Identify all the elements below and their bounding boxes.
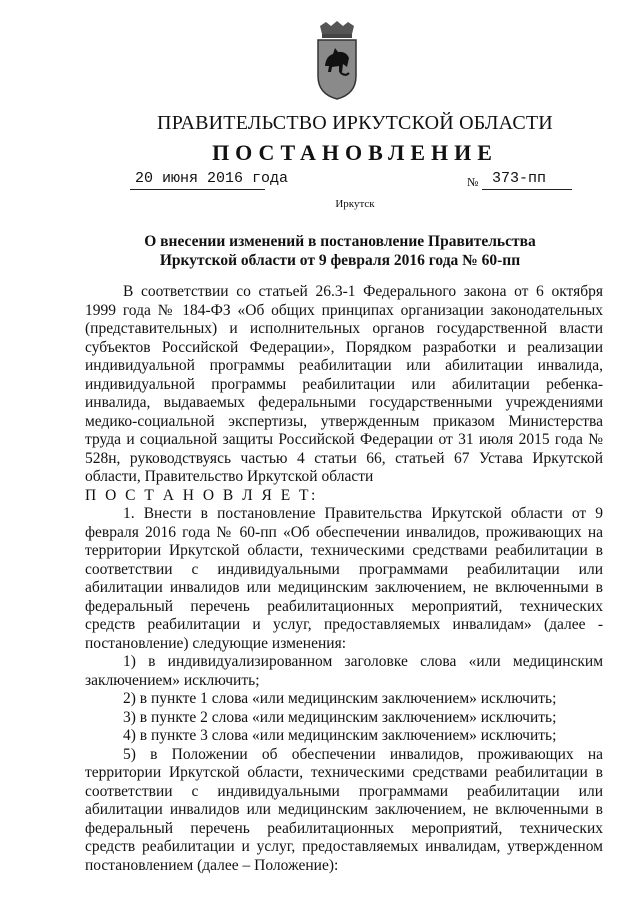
preamble-paragraph: В соответствии со статьей 26.3-1 Федерального закона от 6 октября 1999 года № 184-ФЗ «Об общих принципах организации законодательных (представительных) и исполнительных органов государственной власти субъектов Российской Федерации», Порядком разработки и реализации индивидуальной программы реабилитации или абилитации инвалида, индивидуальной программы реабилитации или абилитации ребенка-инвалида, выдаваемых федеральными государственными учреждениями медико-социальной экспертизы, утвержденным приказом Министерства труда и социальной защиты Российской Федерации от 31 июля 2015 года № 528н, руководствуясь частью 4 статьи 66, статьей 67 Устава Иркутской области, Правительство Иркутской области (85, 283, 603, 485)
government-name: ПРАВИТЕЛЬСТВО ИРКУТСКОЙ ОБЛАСТИ (157, 112, 553, 134)
document-type: ПОСТАНОВЛЕНИЕ (212, 140, 498, 165)
number-underline (482, 189, 572, 190)
item-1-paragraph: 1. Внести в постановление Правительства Иркутской области от 9 февраля 2016 года № 60-пп «Об обеспечении инвалидов, проживающих на территории Иркутской области, техническими средствами реабилитации в соответствии с индивидуальными программами реабилитации или абилитации инвалидов или медицинским заключением, не включенными в федеральный перечень реабилитационных мероприятий, технических средств реабилитации и услуг, предоставляемых инвалидам» (далее - постановление) следующие изменения: (85, 505, 603, 652)
document-body (85, 283, 603, 875)
irkutsk-coat-of-arms-icon (312, 20, 362, 100)
document-title (120, 232, 560, 270)
document-date: 20 июня 2016 года (135, 170, 289, 187)
date-underline (130, 189, 265, 190)
document-city: Иркутск (335, 198, 375, 210)
subitem-5: 5) в Положении об обеспечении инвалидов, проживающих на территории Иркутской области, техническими средствами реабилитации в соответствии с индивидуальными программами реабилитации или абилитации инвалидов или медицинским заключением, не включенными в федеральный перечень реабилитационных мероприятий, технических средств реабилитации и услуг, предоставляемых инвалидам, утвержденном постановлением (далее – Положение): (85, 745, 603, 874)
document-number: 373-пп (492, 170, 547, 187)
number-sign: № (467, 175, 479, 189)
title-line-2: Иркутской области от 9 февраля 2016 года № 60-пп (159, 252, 521, 269)
decree-heading: П О С Т А Н О В Л Я Е Т: (85, 486, 318, 504)
subitem-3: 3) в пункте 2 слова «или медицинским заключением» исключить; (123, 708, 557, 726)
subitem-4: 4) в пункте 3 слова «или медицинским заключением» исключить; (123, 727, 557, 744)
subitem-2: 2) в пункте 1 слова «или медицинским заключением» исключить; (123, 690, 557, 707)
title-line-1: О внесении изменений в постановление Правительства (144, 233, 536, 250)
subitem-1: 1) в индивидуализированном заголовке слова «или медицинским заключением» исключить; (85, 653, 603, 689)
